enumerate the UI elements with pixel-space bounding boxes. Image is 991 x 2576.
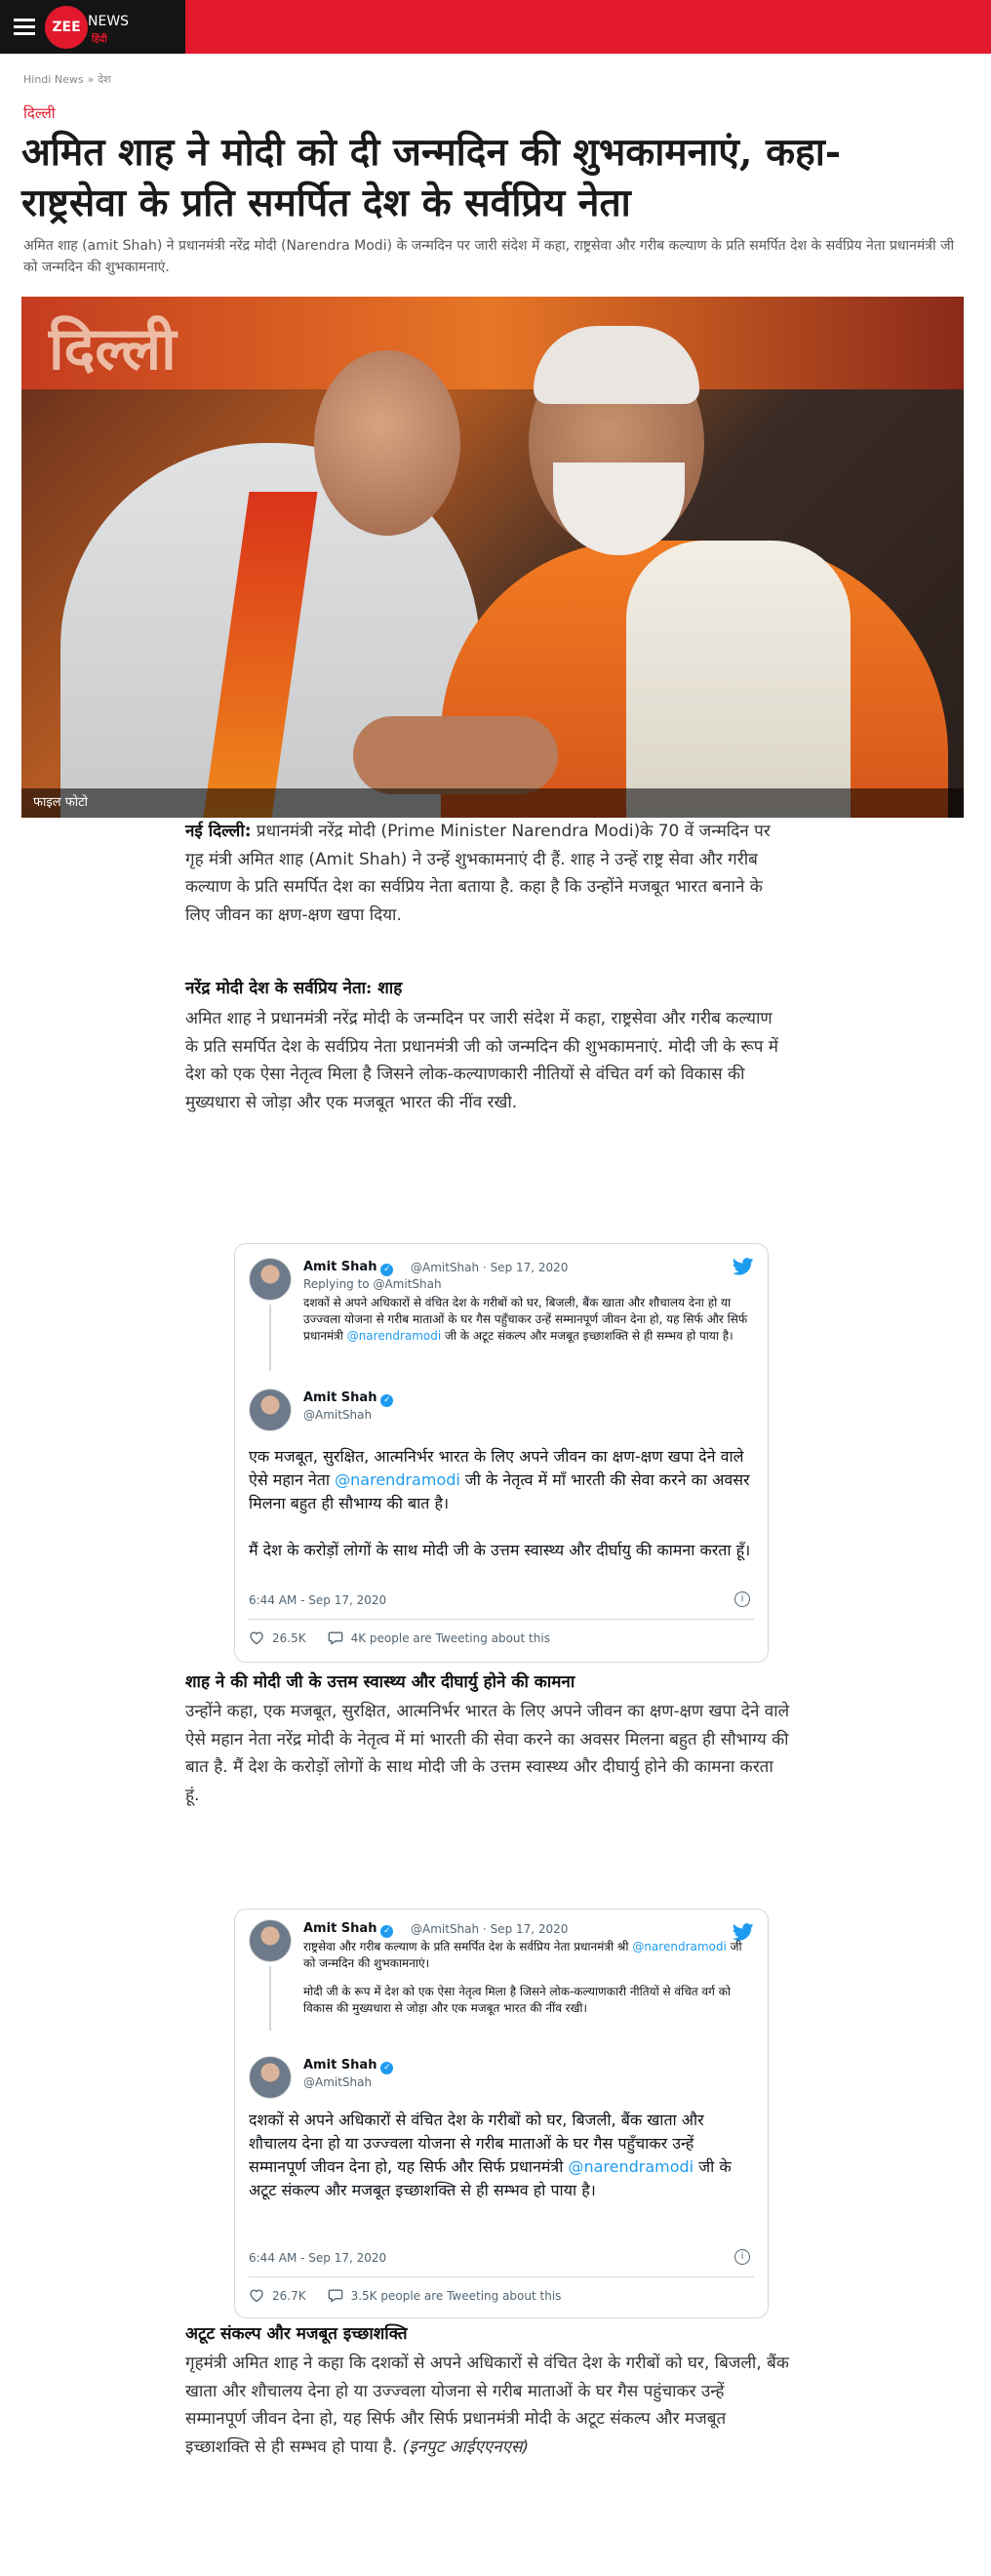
breadcrumb-home-link[interactable]: Hindi News xyxy=(23,73,84,86)
author-name-text: Amit Shah xyxy=(303,1390,377,1405)
avatar[interactable] xyxy=(249,1258,292,1301)
author-handle[interactable]: @AmitShah xyxy=(303,1408,373,1422)
top-navigation-bar xyxy=(0,0,991,54)
paragraph-text: गृहमंत्री अमित शाह ने कहा कि दशकों से अपने अधिकारों से वंचित देश के गरीबों को घर, बिजली, बैंक खाता और शौचालय देना हो या उज्ज्वला योजना से गरीब माताओं के घर गैस पहुंचाकर उन्हें सम्मानपूर्ण जीवन देना हो, यह सिर्फ और सिर्फ प्रधानमंत्री मोदी के अटूट संकल्प और मजबूत इच्छाशक्ति से ही सम्भव हो पाया है. xyxy=(185,2354,789,2457)
article-intro-paragraph xyxy=(185,818,790,929)
avatar[interactable] xyxy=(249,2056,292,2099)
article-subheading-1: नरेंद्र मोदी देश के सर्वप्रिय नेता: शाह xyxy=(185,979,403,998)
heart-icon xyxy=(249,2288,264,2303)
tweet-text: एक मजबूत, सुरक्षित, आत्मनिर्भर भारत के लिए अपने जीवन का क्षण-क्षण खपा देने वाले ऐसे महान नेता xyxy=(249,1447,744,1489)
handle-and-date[interactable]: @AmitShah · Sep 17, 2020 xyxy=(411,1261,569,1274)
reply-bubble-icon xyxy=(328,2288,343,2303)
reply-tweet-text xyxy=(303,1295,752,1345)
mention-link[interactable]: @narendramodi xyxy=(632,1940,727,1953)
article-paragraph-1: अमित शाह ने प्रधानमंत्री नरेंद्र मोदी के जन्मदिन पर जारी संदेश में कहा, राष्ट्रसेवा और गरीब कल्याण के प्रति समर्पित देश के सर्वप्रिय नेता प्रधानमंत्री जी को जन्मदिन की शुभकामनाएं. मोदी जी के रूप में देश को एक ऐसा नेतृत्व मिला है जिसने लोक-कल्याणकारी नीतियों से वंचित वर्ग को विकास की मुख्यधारा से जोड़ा और एक मजबूत भारत की नींव रखी. xyxy=(185,1009,778,1112)
tweeting-about-text: 3.5K people are Tweeting about this xyxy=(350,2288,562,2303)
tweet-text: राष्ट्रसेवा और गरीब कल्याण के प्रति समर्पित देश के सर्वप्रिय नेता प्रधानमंत्री श्री xyxy=(303,1940,633,1953)
handle-and-date[interactable]: @AmitShah · Sep 17, 2020 xyxy=(411,1922,569,1936)
photo-person-left-head xyxy=(314,350,460,536)
like-button[interactable] xyxy=(249,1630,306,1645)
verified-badge-icon: ✓ xyxy=(380,1264,393,1276)
intro-text: प्रधानमंत्री नरेंद्र मोदी (Prime Minister Narendra Modi)के 70 वें जन्मदिन पर गृह मंत्री अमित शाह (Amit Shah) ने उन्हें शुभकामनाएं दी हैं. शाह ने उन्हें राष्ट्र सेवा और गरीब कल्याण के प्रति समर्पित देश का सर्वप्रिय नेता बताया है. कहा है कि उन्होंने मजबूत भारत बनाने के लिए जीवन का क्षण-क्षण खपा दिया. xyxy=(185,822,771,925)
logo-mark: ZEE xyxy=(45,6,88,49)
author-name[interactable] xyxy=(303,1260,393,1276)
avatar[interactable] xyxy=(249,1389,292,1431)
tweet-actions xyxy=(249,1630,572,1645)
author-name-text: Amit Shah xyxy=(303,1921,377,1936)
reply-tweet-text xyxy=(303,1939,752,1972)
photo-backdrop-text: दिल्ली xyxy=(49,315,177,383)
embedded-tweet-2[interactable] xyxy=(234,1909,769,2318)
info-icon[interactable]: i xyxy=(734,2249,750,2265)
article-paragraph-2: उन्होंने कहा, एक मजबूत, सुरक्षित, आत्मनिर्भर भारत के लिए अपने जीवन का क्षण-क्षण खपा देने वाले ऐसे महान नेता नरेंद्र मोदी के नेतृत्व में मां भारती की सेवा करने का अवसर मिलना बहुत ही सौभाग्य की बात है. मैं देश के करोड़ों लोगों के साथ मोदी जी के उत्तम स्वास्थ्य और दीघार्यु होने की कामना करता हूं. xyxy=(185,1702,790,1805)
hero-photo xyxy=(21,297,964,818)
tweet-divider xyxy=(249,1619,754,1620)
thread-line xyxy=(269,1966,271,2031)
breadcrumb-separator: » xyxy=(87,73,95,86)
thread-line xyxy=(269,1305,271,1371)
main-tweet-text xyxy=(249,2109,756,2202)
author-name-text: Amit Shah xyxy=(303,1260,377,1274)
tweet-text: जी के अटूट संकल्प और मजबूत इच्छाशक्ति से ही सम्भव हो पाया है। xyxy=(249,2157,732,2199)
avatar[interactable] xyxy=(249,1919,292,1962)
tweet-text: जी के नेतृत्व में माँ भारती की सेवा करने का अवसर मिलना बहुत ही सौभाग्य की बात है। xyxy=(249,1470,750,1512)
main-tweet-text xyxy=(249,1445,756,1515)
tweet-text: दशकों से अपने अधिकारों से वंचित देश के गरीबों को घर, बिजली, बैंक खाता और शौचालय देना हो या उज्ज्वला योजना से गरीब माताओं के घर गैस पहुँचाकर उन्हें सम्मानपूर्ण जीवन देना हो, यह सिर्फ और सिर्फ प्रधानमंत्री xyxy=(249,2111,704,2176)
tweet-text: दशकों से अपने अधिकारों से वंचित देश के गरीबों को घर, बिजली, बैंक खाता और शौचालय देना हो या उज्ज्वला योजना से गरीब माताओं के घर गैस पहुँचाकर उन्हें सम्मानपूर्ण जीवन देना हो, यह सिर्फ और सिर्फ प्रधानमंत्री xyxy=(303,1296,748,1343)
tweet-text: जी के अटूट संकल्प और मजबूत इच्छाशक्ति से ही सम्भव हो पाया है। xyxy=(441,1329,733,1343)
menu-icon[interactable] xyxy=(14,19,35,35)
verified-badge-icon: ✓ xyxy=(380,2062,393,2074)
verified-badge-icon: ✓ xyxy=(380,1925,393,1938)
photo-person-right-vest xyxy=(626,541,851,818)
tweeting-about-link[interactable] xyxy=(328,1630,550,1645)
tweet-actions xyxy=(249,2288,582,2303)
tweet-timestamp[interactable]: 6:44 AM - Sep 17, 2020 xyxy=(249,2251,387,2265)
author-name-text: Amit Shah xyxy=(303,2058,377,2073)
article-subheading-2: शाह ने की मोदी जी के उत्तम स्वास्थ्य और दीघार्यु होने की कामना xyxy=(185,1672,575,1692)
reply-bubble-icon xyxy=(328,1630,343,1645)
breadcrumb xyxy=(23,72,111,87)
like-count: 26.5K xyxy=(272,1630,306,1645)
tweet-timestamp[interactable]: 6:44 AM - Sep 17, 2020 xyxy=(249,1593,387,1607)
tweet-text: जी को जन्मदिन की शुभकामनाएं। xyxy=(303,1940,742,1970)
article-subheading-3: अटूट संकल्प और मजबूत इच्छाशक्ति xyxy=(185,2324,408,2344)
main-tweet-text-2: मैं देश के करोड़ों लोगों के साथ मोदी जी के उत्तम स्वास्थ्य और दीर्घायु की कामना करता हूँ। xyxy=(249,1541,751,1559)
mention-link[interactable]: @narendramodi xyxy=(568,2157,694,2176)
breadcrumb-section-link[interactable]: देश xyxy=(98,73,111,86)
tweeting-about-text: 4K people are Tweeting about this xyxy=(350,1630,550,1645)
author-name[interactable] xyxy=(303,1921,393,1938)
article-summary: अमित शाह (amit Shah) ने प्रधानमंत्री नरेंद्र मोदी (Narendra Modi) के जन्मदिन पर जारी संदेश में कहा, राष्ट्रसेवा और गरीब कल्याण के प्रति समर्पित देश के सर्वप्रिय नेता प्रधानमंत्री जी को जन्मदिन की शुभकामनाएं. xyxy=(23,238,955,275)
embedded-tweet-1[interactable] xyxy=(234,1243,769,1663)
info-icon[interactable]: i xyxy=(734,1591,750,1607)
tweet-divider xyxy=(249,2276,754,2277)
mention-link[interactable]: @narendramodi xyxy=(346,1329,442,1343)
mention-link[interactable]: @narendramodi xyxy=(335,1470,460,1489)
reply-tweet-text-2: मोदी जी के रूप में देश को एक ऐसा नेतृत्व मिला है जिसने लोक-कल्याणकारी नीतियों से वंचित वर्ग को विकास की मुख्यधारा से जोड़ा और एक मजबूत भारत की नींव रखी। xyxy=(303,1985,732,2015)
hero-photo-caption: फाइल फोटो xyxy=(21,788,964,818)
article-headline: अमित शाह ने मोदी को दी जन्मदिन की शुभकामनाएं, कहा- राष्ट्रसेवा के प्रति समर्पित देश के सर्वप्रिय नेता xyxy=(21,130,842,225)
author-name[interactable] xyxy=(303,1390,393,1407)
replying-to: Replying to @AmitShah xyxy=(303,1277,442,1291)
zee-news-logo[interactable] xyxy=(45,6,142,49)
logo-news-text: NEWS xyxy=(88,14,130,29)
like-count: 26.7K xyxy=(272,2288,306,2303)
article-category-link[interactable]: दिल्ली xyxy=(23,104,56,122)
article-paragraph-3 xyxy=(185,2350,790,2461)
logo-hindi-text: हिंदी xyxy=(92,34,107,45)
source-credit: (इनपुट आईएएनएस) xyxy=(402,2436,530,2457)
author-name[interactable] xyxy=(303,2058,393,2074)
twitter-bird-icon[interactable] xyxy=(733,1258,754,1275)
tweeting-about-link[interactable] xyxy=(328,2288,562,2303)
author-handle[interactable]: @AmitShah xyxy=(303,2075,373,2089)
dateline: नई दिल्ली: xyxy=(185,822,252,841)
heart-icon xyxy=(249,1630,264,1645)
verified-badge-icon: ✓ xyxy=(380,1394,393,1407)
photo-hands xyxy=(353,716,558,794)
like-button[interactable] xyxy=(249,2288,306,2303)
